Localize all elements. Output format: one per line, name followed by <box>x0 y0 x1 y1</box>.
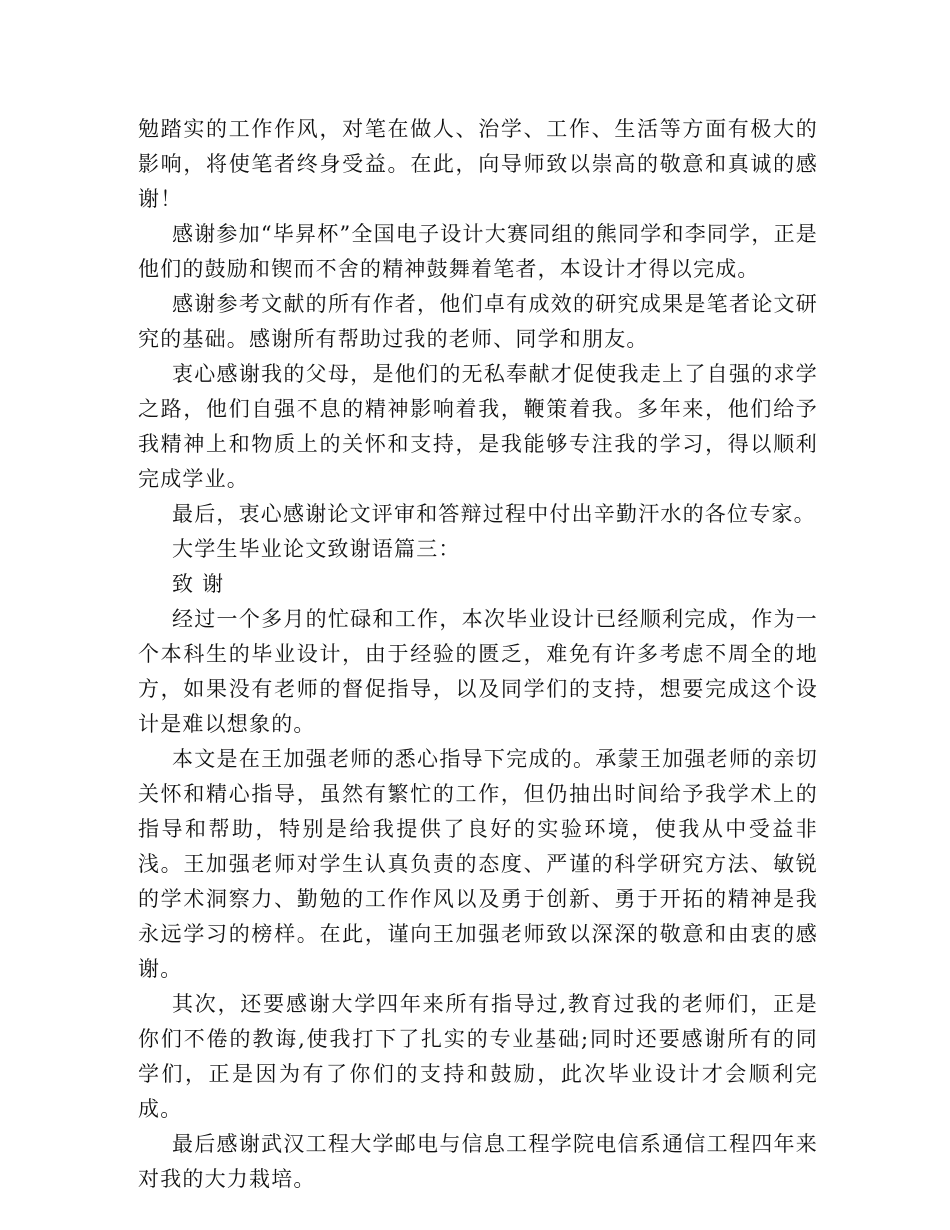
paragraph-thanks-school: 最后感谢武汉工程大学邮电与信息工程学院电信系通信工程四年来对我的大力栽培。 <box>138 1132 818 1191</box>
paragraph-thanks-references: 感谢参考文献的所有作者，他们卓有成效的研究成果是笔者论文研究的基础。感谢所有帮助过我的老师、同学和朋友。 <box>138 292 818 351</box>
paragraph-thanks-competition: 感谢参加“毕昇杯”全国电子设计大赛同组的熊同学和李同学，正是他们的鼓励和锲而不舍的精神鼓舞着笔者，本设计才得以完成。 <box>138 222 818 281</box>
paragraph-thanks-parents: 衷心感谢我的父母，是他们的无私奉献才促使我走上了自强的求学之路，他们自强不息的精神影响着我，鞭策着我。多年来，他们给予我精神上和物质上的关怀和支持，是我能够专注我的学习，得以顺利完成学业。 <box>138 362 818 491</box>
paragraph-thanks-advisor: 本文是在王加强老师的悉心指导下完成的。承蒙王加强老师的亲切关怀和精心指导，虽然有繁忙的工作，但仍抽出时间给予我学术上的指导和帮助，特别是给我提供了良好的实验环境，使我从中受益非浅。王加强老师对学生认真负责的态度、严谨的科学研究方法、敏锐的学术洞察力、勤勉的工作作风以及勇于创新、勇于开拓的精神是我永远学习的榜样。在此，谨向王加强老师致以深深的敬意和由衷的感谢。 <box>138 747 818 981</box>
section-title: 大学生毕业论文致谢语篇三： <box>172 537 461 561</box>
paragraph-thanks-experts: 最后，衷心感谢论文评审和答辩过程中付出辛勤汗水的各位专家。 <box>172 502 816 526</box>
paragraph-project-intro: 经过一个多月的忙碌和工作，本次毕业设计已经顺利完成，作为一个本科生的毕业设计，由于经验的匮乏，难免有许多考虑不周全的地方，如果没有老师的督促指导，以及同学们的支持，想要完成这个设计是难以想象的。 <box>138 607 818 736</box>
section-heading-acknowledgement: 致 谢 <box>172 572 225 596</box>
paragraph-thanks-teachers: 其次，还要感谢大学四年来所有指导过,教育过我的老师们，正是你们不倦的教诲,使我打下了扎实的专业基础;同时还要感谢所有的同学们，正是因为有了你们的支持和鼓励，此次毕业设计才会顺利完成。 <box>138 992 818 1121</box>
document-body <box>138 112 818 1197</box>
paragraph-continuation: 勉踏实的工作作风，对笔在做人、治学、工作、生活等方面有极大的影响，将使笔者终身受益。在此，向导师致以崇高的敬意和真诚的感谢！ <box>138 117 818 211</box>
